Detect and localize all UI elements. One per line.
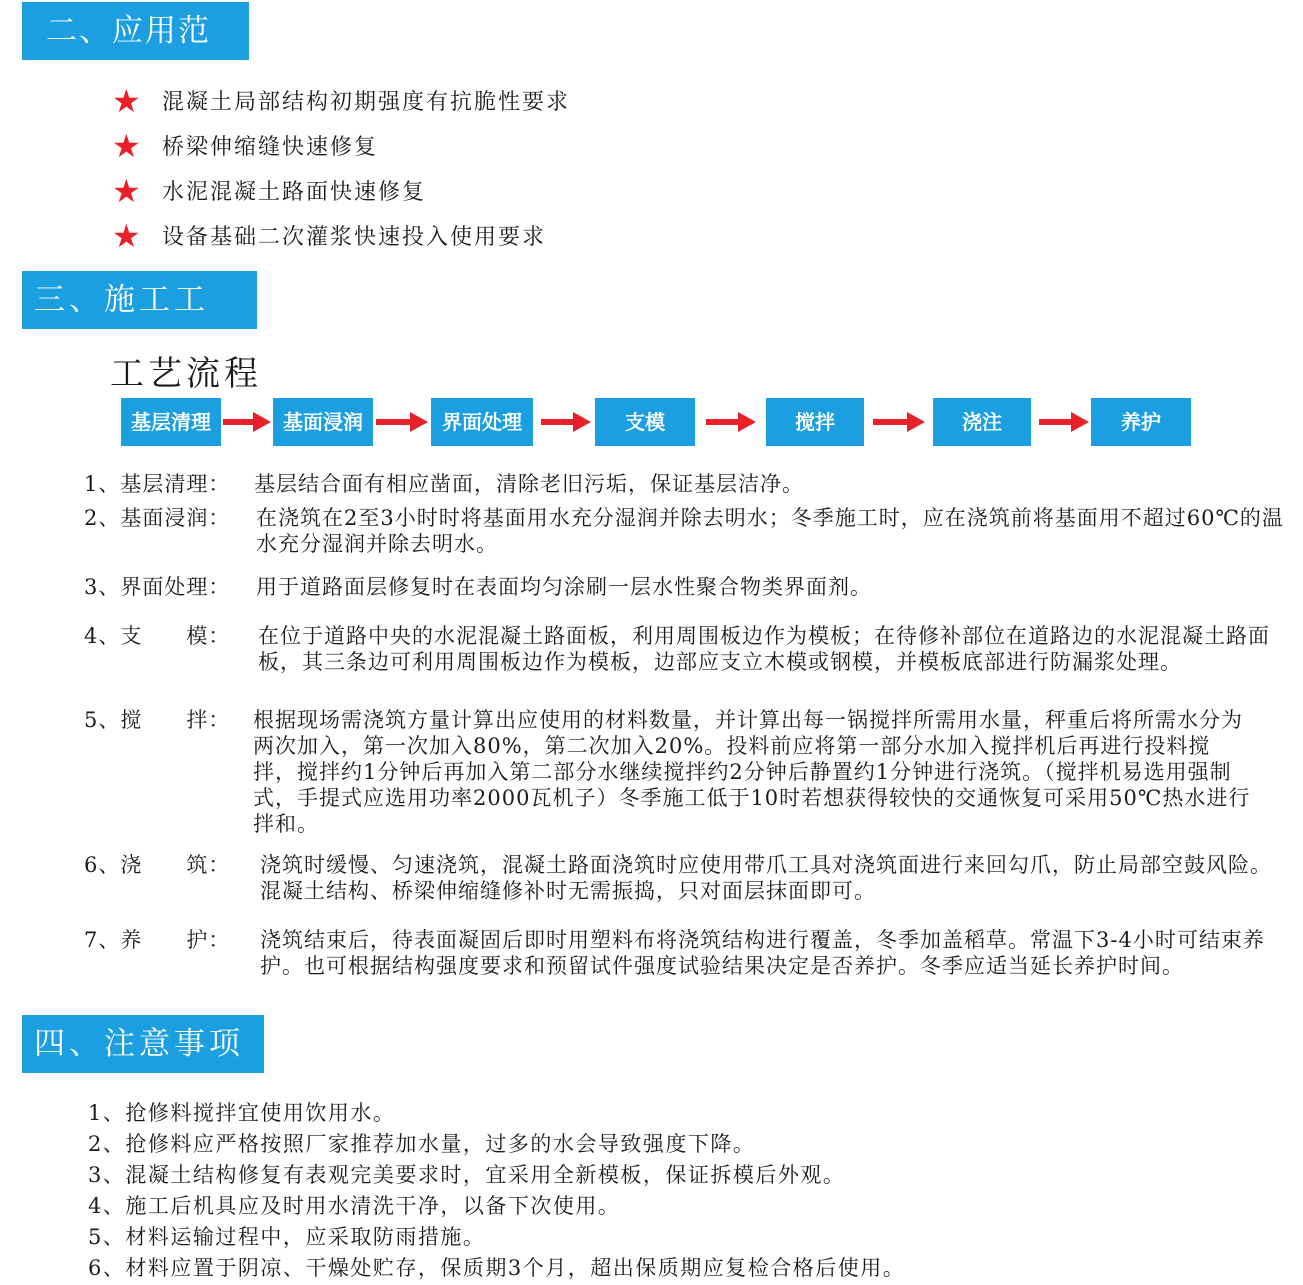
star-icon: ★ <box>112 126 143 165</box>
process-flow <box>0 398 1303 446</box>
flow-step: 基面浸润 <box>273 398 373 446</box>
section-title-notes: 四、注意事项 <box>22 1015 264 1073</box>
arrow-right-icon <box>541 415 591 429</box>
flow-title: 工艺流程 <box>110 354 262 394</box>
process-text: 根据现场需浇筑方量计算出应使用的材料数量，并计算出每一锅搅拌所需用水量，秤重后将所需水分为两次加入，第一次加入80%，第二次加入20%。投料前应将第一部分水加入搅拌机后再进行投料搅拌，搅拌约1分钟后再加入第二部分水继续搅拌约2分钟后静置约1分钟进行浇筑。（搅拌机易选用强制式，手提式应选用功率2000瓦机子）冬季施工低于10时若想获得较快的交通恢复可采用50℃热水进行拌和。 <box>253 708 1251 836</box>
flow-step: 搅拌 <box>766 398 864 446</box>
list-item <box>112 213 570 258</box>
process-text: 基层结合面有相应凿面，清除老旧污垢，保证基层洁净。 <box>254 472 804 496</box>
list-item: 5、材料运输过程中，应采取防雨措施。 <box>88 1225 486 1249</box>
star-icon: ★ <box>112 81 143 120</box>
process-label: 4、支 模： <box>84 624 231 648</box>
flow-step: 基层清理 <box>121 398 221 446</box>
scope-list <box>112 78 570 258</box>
scope-text: 水泥混凝土路面快速修复 <box>162 180 427 205</box>
process-label: 7、养 护： <box>84 928 231 952</box>
list-item: 6、材料应置于阴凉、干燥处贮存，保质期3个月，超出保质期应复检合格后使用。 <box>88 1256 906 1280</box>
section-title-process: 三、施工工艺 <box>22 271 257 329</box>
list-item: 4、施工后机具应及时用水清洗干净，以备下次使用。 <box>88 1194 621 1218</box>
list-item <box>112 168 570 213</box>
list-item: 2、抢修料应严格按照厂家推荐加水量，过多的水会导致强度下降。 <box>88 1132 756 1156</box>
scope-text: 桥梁伸缩缝快速修复 <box>162 135 379 160</box>
arrow-right-icon <box>223 415 271 429</box>
process-label: 5、搅 拌： <box>84 708 231 732</box>
list-item: 1、抢修料搅拌宜使用饮用水。 <box>88 1101 396 1125</box>
process-text: 浇筑结束后，待表面凝固后即时用塑料布将浇筑结构进行覆盖，冬季加盖稻草。常温下3-4小时可结束养护。也可根据结构强度要求和预留试件强度试验结果决定是否养护。冬季应适当延长养护时间。 <box>260 928 1265 978</box>
arrow-right-icon <box>706 415 756 429</box>
process-text: 在位于道路中央的水泥混凝土路面板，利用周围板边作为模板；在待修补部位在道路边的水泥混凝土路面板，其三条边可利用周围板边作为模板，边部应支立木模或钢模，并模板底部进行防漏浆处理。 <box>258 624 1270 674</box>
process-label: 3、界面处理： <box>84 575 231 599</box>
notes-list <box>88 1098 905 1284</box>
flow-step: 界面处理 <box>431 398 533 446</box>
process-text: 浇筑时缓慢、匀速浇筑，混凝土路面浇筑时应使用带爪工具对浇筑面进行来回勾爪，防止局部空鼓风险。混凝土结构、桥梁伸缩缝修补时无需振捣，只对面层抹面即可。 <box>260 853 1272 903</box>
process-text: 用于道路面层修复时在表面均匀涂刷一层水性聚合物类界面剂。 <box>256 575 872 599</box>
flow-step: 养护 <box>1091 398 1191 446</box>
scope-text: 混凝土局部结构初期强度有抗脆性要求 <box>162 90 571 115</box>
process-label: 2、基面浸润： <box>84 506 231 530</box>
list-item <box>112 78 570 123</box>
list-item: 3、混凝土结构修复有表观完美要求时，宜采用全新模板，保证拆模后外观。 <box>88 1163 846 1187</box>
arrow-right-icon <box>376 415 428 429</box>
scope-text: 设备基础二次灌浆快速投入使用要求 <box>162 225 547 250</box>
star-icon: ★ <box>112 216 143 255</box>
process-text: 在浇筑在2至3小时时将基面用水充分湿润并除去明水；冬季施工时，应在浇筑前将基面用不超过60℃的温水充分湿润并除去明水。 <box>256 506 1284 556</box>
arrow-right-icon <box>1039 415 1089 429</box>
star-icon: ★ <box>112 171 143 210</box>
flow-step: 支模 <box>595 398 695 446</box>
section-title-scope: 二、应用范围 <box>22 2 249 60</box>
arrow-right-icon <box>873 415 925 429</box>
list-item <box>112 123 570 168</box>
flow-step: 浇注 <box>933 398 1031 446</box>
process-label: 6、浇 筑： <box>84 853 231 877</box>
process-label: 1、基层清理： <box>84 472 231 496</box>
